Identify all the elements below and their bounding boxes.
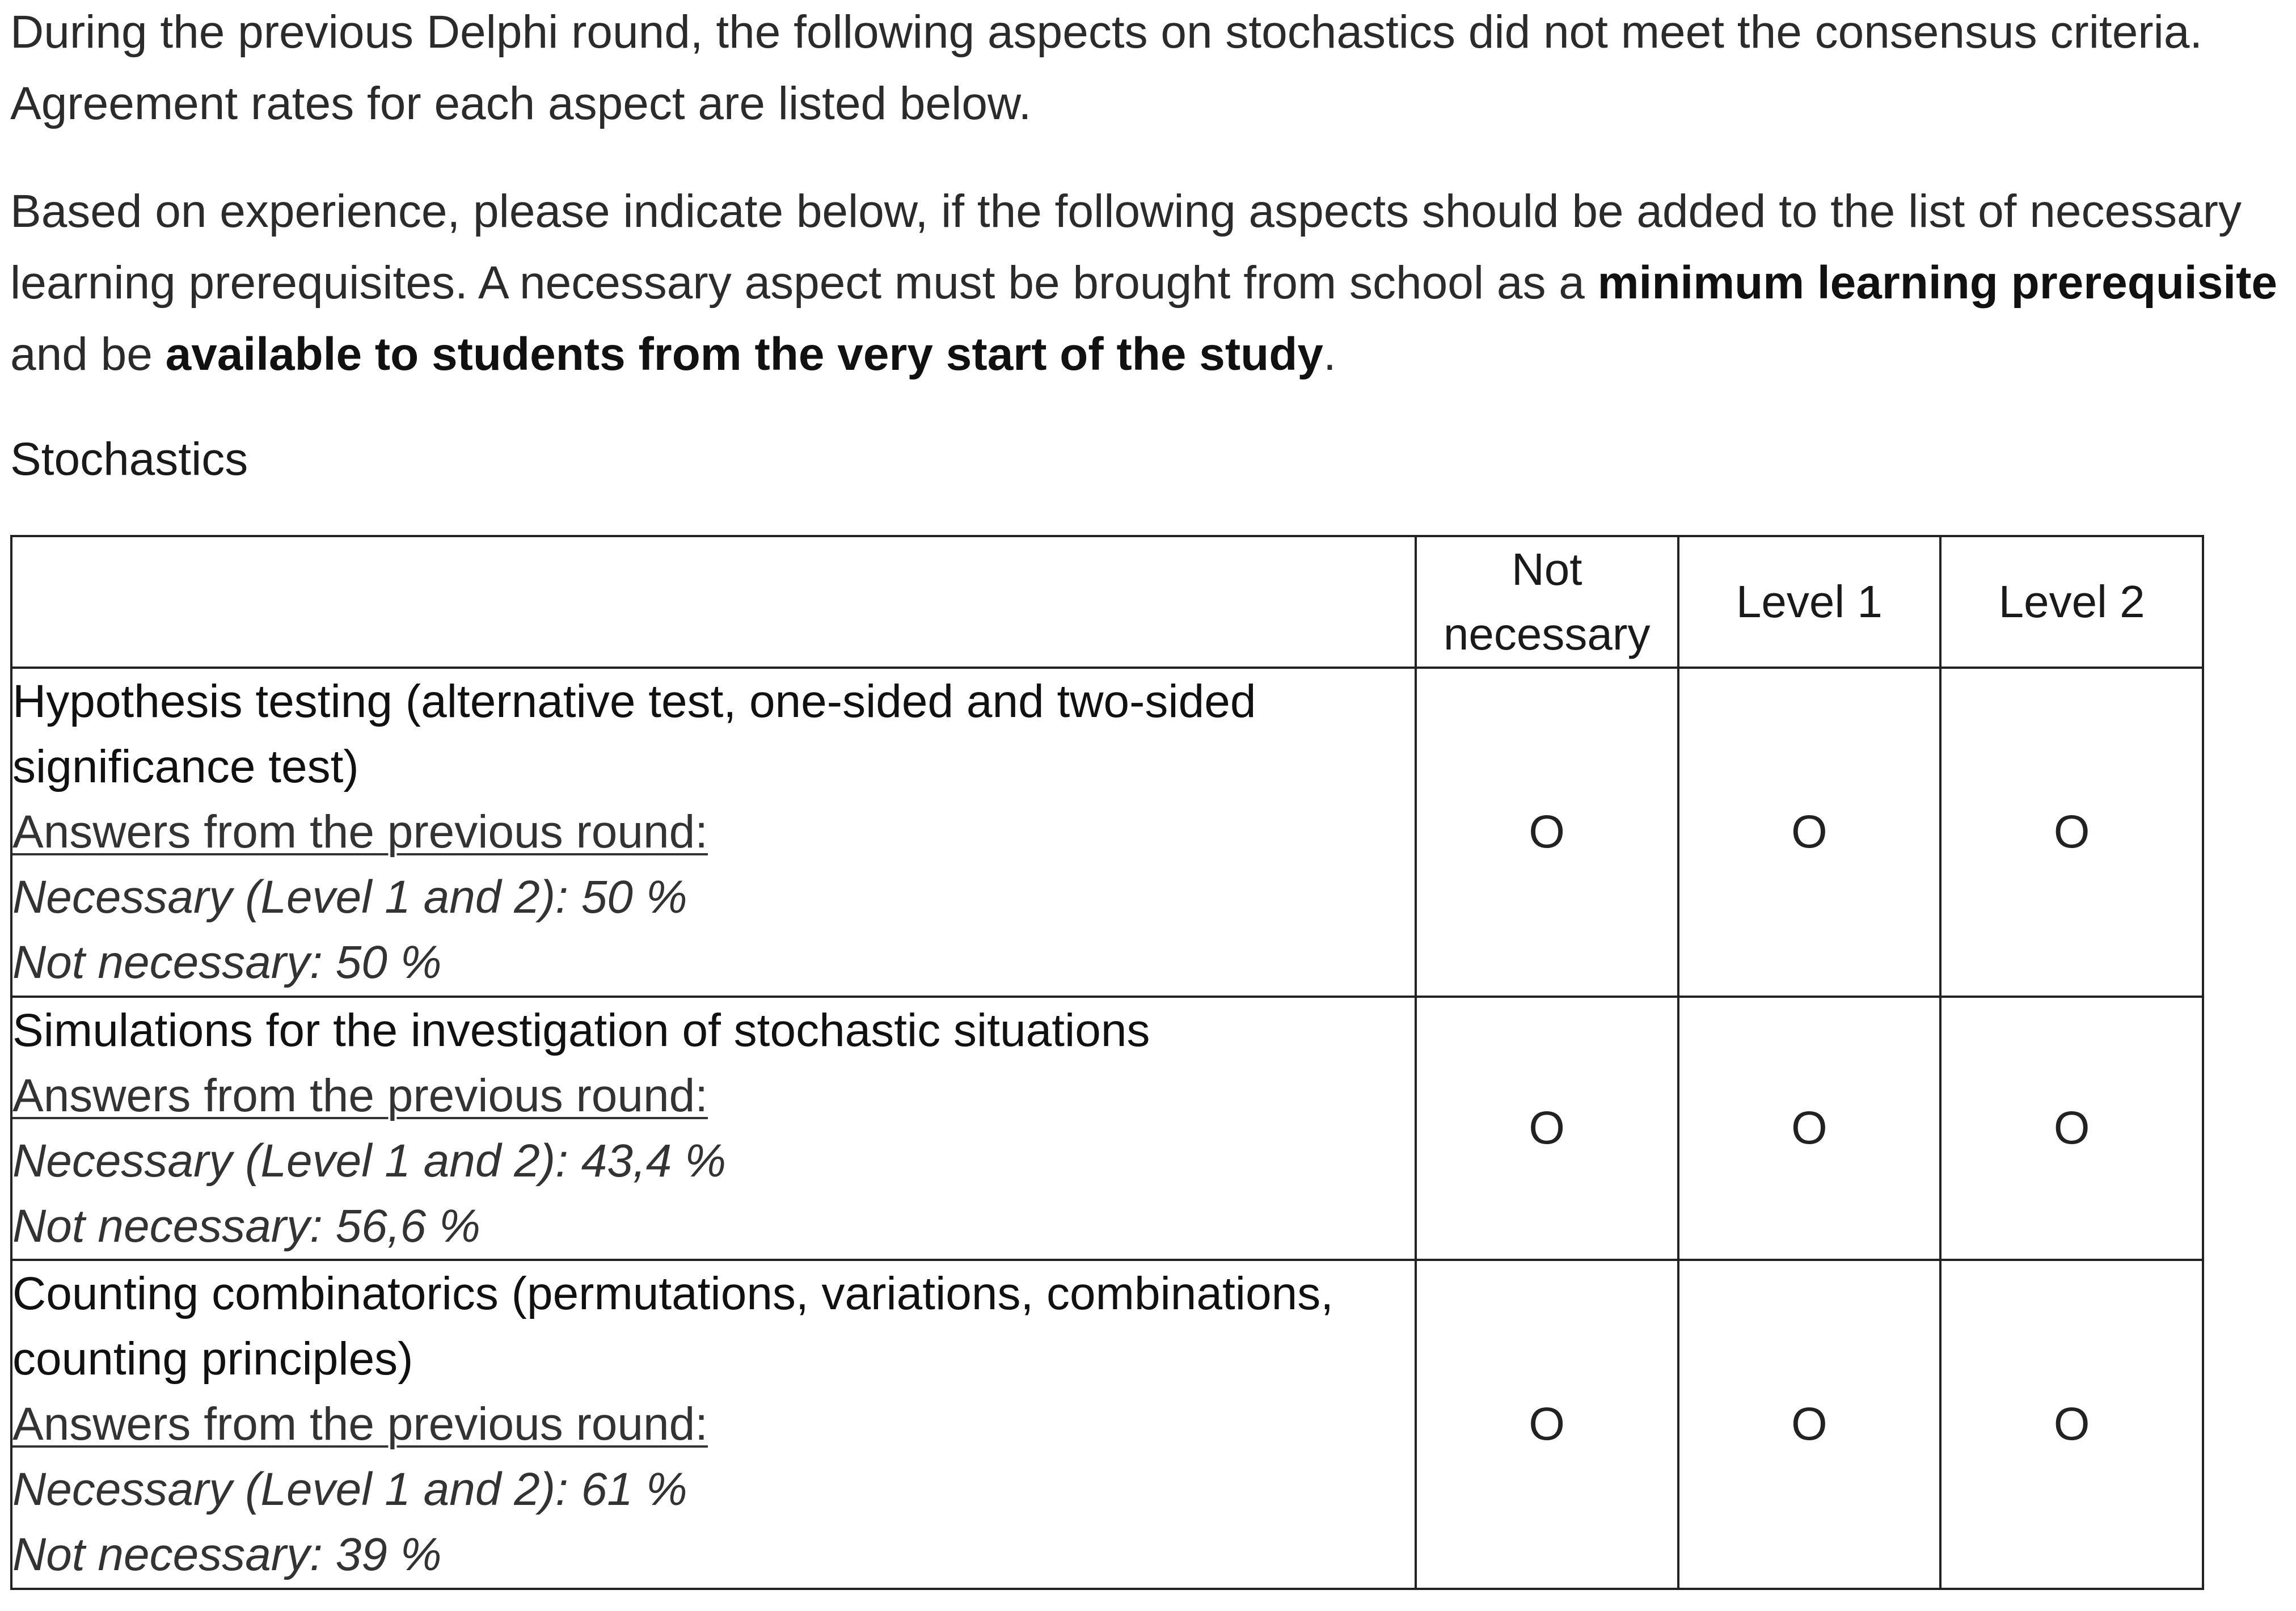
table-header-row [11,536,2203,668]
necessary-rate: Necessary (Level 1 and 2): 50 % [12,871,687,923]
not-necessary-rate: Not necessary: 50 % [12,937,442,988]
rating-table [10,535,2204,1590]
option-cell-level-1 [1678,997,1941,1260]
radio-level-2[interactable]: O [2053,1102,2090,1154]
necessary-rate: Necessary (Level 1 and 2): 61 % [12,1464,687,1515]
not-necessary-rate: Not necessary: 56,6 % [12,1200,480,1252]
availability-emphasis: available to students from the very start of the study [165,328,1323,380]
intro-paragraph-2-part-2: and be [10,328,166,380]
intro-paragraph-2-part-1: Based on experience, please indicate below, if the following aspects should be added to the list of necessary learning prerequisites. A necessary aspect must be brought from school as a [10,185,2242,309]
option-cell-level-2 [1940,997,2203,1260]
aspect-cell [11,997,1416,1260]
not-necessary-column-header [1416,536,1678,668]
previous-round-label: Answers from the previous round: [12,1070,708,1121]
radio-not-necessary[interactable]: O [1529,1398,1565,1450]
aspect-title: Hypothesis testing (alternative test, one-sided and two-sided significance test) [12,676,1256,792]
table-row [11,997,2203,1260]
table-row [11,1260,2203,1589]
intro-paragraph-2-part-3: . [1323,328,1336,380]
not-necessary-header-label: Not necessary [1443,544,1651,659]
radio-level-1[interactable]: O [1791,1398,1827,1450]
option-cell-level-2 [1940,1260,2203,1589]
option-cell-not-necessary [1416,668,1678,997]
option-cell-not-necessary [1416,1260,1678,1589]
section-title: Stochastics [10,433,248,485]
level-2-column-header: Level 2 [1940,536,2203,668]
option-cell-level-1 [1678,1260,1941,1589]
option-cell-level-1 [1678,668,1941,997]
table-row [11,668,2203,997]
radio-level-1[interactable]: O [1791,806,1827,858]
radio-level-2[interactable]: O [2053,806,2090,858]
option-cell-level-2 [1940,668,2203,997]
intro-paragraph-1: During the previous Delphi round, the following aspects on stochastics did not meet the consensus criteria. Agreement rates for each aspect are listed below. [10,6,2203,129]
minimum-prerequisite-emphasis: minimum learning prerequisite [1597,257,2277,309]
radio-level-2[interactable]: O [2053,1398,2090,1450]
aspect-cell [11,1260,1416,1589]
radio-level-1[interactable]: O [1791,1102,1827,1154]
previous-round-label: Answers from the previous round: [12,1398,708,1450]
aspect-cell [11,668,1416,997]
necessary-rate: Necessary (Level 1 and 2): 43,4 % [12,1135,726,1187]
level-1-column-header: Level 1 [1678,536,1941,668]
aspect-title: Counting combinatorics (permutations, variations, combinations, counting principles) [12,1268,1333,1385]
not-necessary-rate: Not necessary: 39 % [12,1529,442,1580]
aspect-column-header [11,536,1416,668]
option-cell-not-necessary [1416,997,1678,1260]
intro-paragraph-2 [10,176,2296,390]
radio-not-necessary[interactable]: O [1529,806,1565,858]
radio-not-necessary[interactable]: O [1529,1102,1565,1154]
previous-round-label: Answers from the previous round: [12,806,708,858]
aspect-title: Simulations for the investigation of stochastic situations [12,1005,1150,1056]
